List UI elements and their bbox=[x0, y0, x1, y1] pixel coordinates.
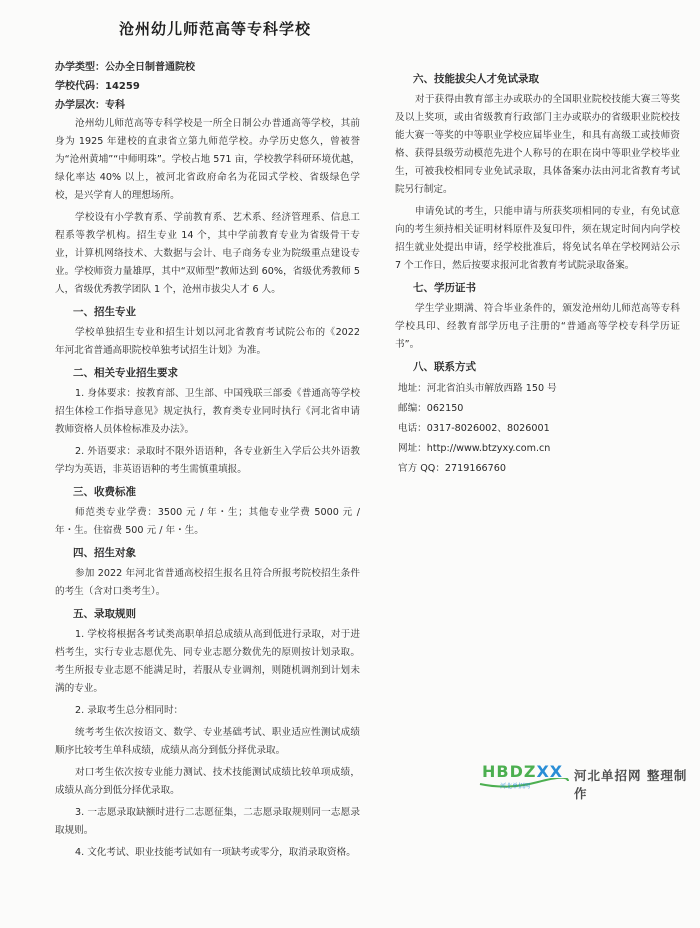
section-heading: 五、录取规则 bbox=[73, 608, 136, 620]
intro-paragraph: 学校设有小学教育系、学前教育系、艺术系、经济管理系、信息工程系等教学机构。招生专业 14 个，其中学前教育专业为省级骨干专业，计算机网络技术、大数据与会计、电子商务专业为院级重点建设专业。学校师资力量雄厚，其中“双师型”教师达到 60%，省级优秀教师 5 人，省级优秀教学团队 1 个，沧州市拔尖人才 6 人。 bbox=[55, 212, 360, 295]
logo-main-green: HBDZ bbox=[482, 762, 537, 781]
right-column bbox=[395, 66, 680, 479]
contact-phone: 电话：0317-8026002、8026001 bbox=[398, 423, 550, 434]
contact-website: 网址：http://www.btzyxy.com.cn bbox=[398, 443, 551, 454]
section-heading: 七、学历证书 bbox=[413, 282, 476, 294]
section-paragraph: 对于获得由教育部主办或联办的全国职业院校技能大赛三等奖及以上奖项，或由省级教育行政部门主办或联办的省级职业院校技能大赛一等奖的中等职业学校应届毕业生，和具有高级工或技师资格、获得县级劳动模范先进个人称号的在职在岗中等职业学校毕业生，可被我校相同专业免试录取，具体备案办法由河北省教育考试院另行制定。 bbox=[395, 94, 680, 195]
watermark-text: 河北单招网 整理制作 bbox=[574, 768, 688, 801]
section-paragraph: 对口考生依次按专业能力测试、技术技能测试成绩比较单项成绩，成绩从高分到低分择优录取。 bbox=[55, 767, 360, 796]
logo-main-blue: XX bbox=[536, 762, 564, 781]
section-paragraph: 统考考生依次按语文、数学、专业基础考试、职业适应性测试成绩顺序比较考生单科成绩，成绩从高分到低分择优录取。 bbox=[55, 727, 360, 756]
contact-address: 地址：河北省泊头市解放西路 150 号 bbox=[398, 383, 557, 394]
section-heading: 二、相关专业招生要求 bbox=[73, 367, 178, 379]
section-heading: 四、招生对象 bbox=[73, 547, 136, 559]
section-paragraph: 参加 2022 年河北省普通高校招生报名且符合所报考院校招生条件的考生（含对口类考生）。 bbox=[55, 568, 360, 597]
contact-postcode: 邮编：062150 bbox=[398, 403, 464, 414]
left-column bbox=[55, 58, 360, 866]
intro-paragraph: 沧州幼儿师范高等专科学校是一所全日制公办普通高等学校，其前身为 1925 年建校的直隶省立第九师范学校。办学历史悠久，曾被誉为“沧州黄埔”“中师明珠”。学校占地 571 亩，学校教学科研环境优越，绿化率达 40% 以上，被河北省政府命名为花园式学校、省级绿色学校，是兴学育人的理想场所。 bbox=[55, 118, 360, 201]
section-paragraph: 4. 文化考试、职业技能考试如有一项缺考或零分，取消录取资格。 bbox=[75, 847, 356, 858]
hbdzxx-logo-icon bbox=[478, 760, 570, 792]
document-title: 沧州幼儿师范高等专科学校 bbox=[118, 20, 311, 38]
watermark-logo bbox=[478, 760, 688, 801]
section-paragraph: 申请免试的考生，只能申请与所获奖项相同的专业，有免试意向的考生须持相关证明材料原件及复印件，须在规定时间内向学校招生就业处提出申请，经学校批准后，将免试名单在学校网站公示 7 个工作日，然后按要求报河北省教育考试院录取备案。 bbox=[395, 206, 680, 271]
school-type: 办学类型：公办全日制普通院校 bbox=[55, 62, 195, 73]
section-paragraph: 1. 身体要求：按教育部、卫生部、中国残联三部委《普通高等学校招生体检工作指导意见》规定执行，教育类专业同时执行《河北省申请教师资格人员体检标准及办法》。 bbox=[55, 388, 360, 435]
section-paragraph: 学校单独招生专业和招生计划以河北省教育考试院公布的《2022 年河北省普通高职院校单独考试招生计划》为准。 bbox=[55, 327, 360, 356]
section-paragraph: 师范类专业学费：3500 元 / 年・生；其他专业学费 5000 元 / 年・生。住宿费 500 元 / 年・生。 bbox=[55, 507, 360, 536]
section-paragraph: 2. 录取考生总分相同时： bbox=[75, 705, 184, 716]
section-heading: 六、技能拔尖人才免试录取 bbox=[413, 73, 539, 85]
section-heading: 一、招生专业 bbox=[73, 306, 136, 318]
contact-qq: 官方 QQ：2719166760 bbox=[398, 463, 506, 474]
section-paragraph: 学生学业期满、符合毕业条件的，颁发沧州幼儿师范高等专科学校具印、经教育部学历电子注册的“普通高等学校专科学历证书”。 bbox=[395, 303, 680, 350]
section-paragraph: 2. 外语要求：录取时不限外语语种，各专业新生入学后公共外语教学均为英语，非英语语种的考生需慎重填报。 bbox=[55, 446, 360, 475]
section-heading: 八、联系方式 bbox=[413, 361, 476, 373]
school-code: 学校代码：14259 bbox=[55, 81, 140, 92]
logo-subtitle: 河北单招网 bbox=[500, 783, 531, 790]
section-heading: 三、收费标准 bbox=[73, 486, 136, 498]
section-paragraph: 1. 学校将根据各考试类高职单招总成绩从高到低进行录取，对于进档考生，实行专业志愿优先、同专业志愿分数优先的原则按计划录取。考生所报专业志愿不能满足时，若服从专业调剂，则随机调剂到计划未满的专业。 bbox=[55, 629, 360, 694]
school-level: 办学层次：专科 bbox=[55, 100, 125, 111]
section-paragraph: 3. 一志愿录取缺额时进行二志愿征集，二志愿录取规则同一志愿录取规则。 bbox=[55, 807, 360, 836]
